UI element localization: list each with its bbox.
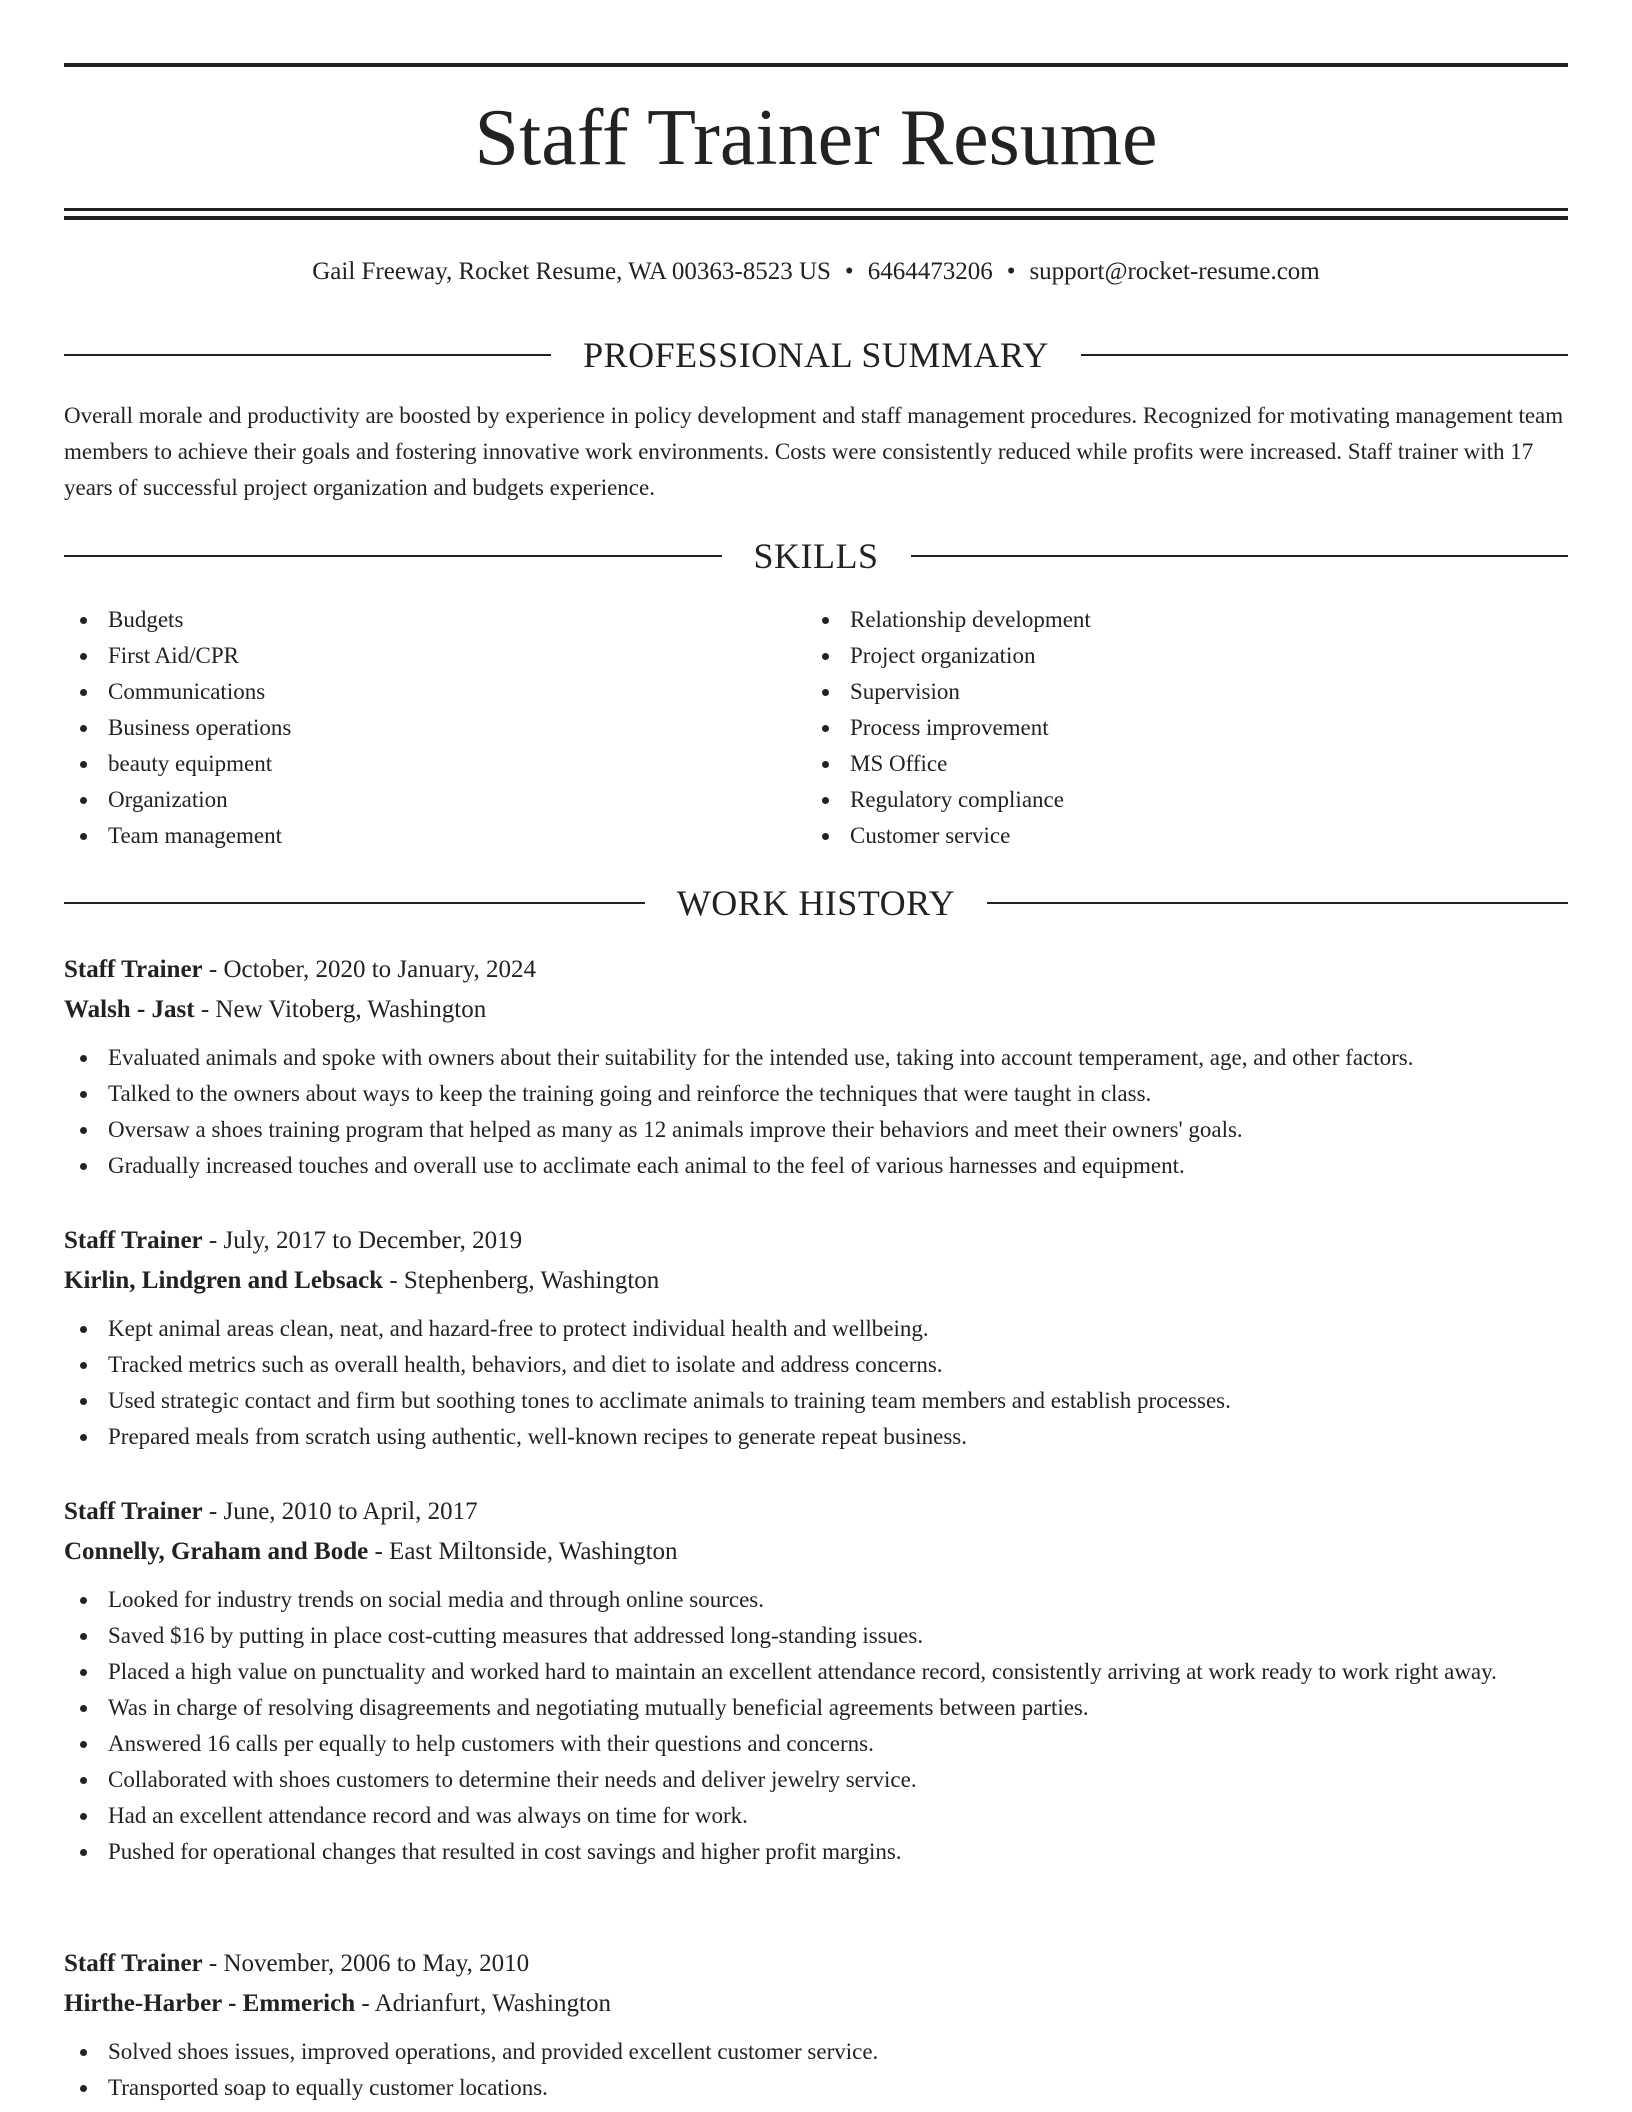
section-divider bbox=[911, 555, 1569, 557]
skill-item: Regulatory compliance bbox=[806, 782, 1548, 818]
section-header-work-history bbox=[64, 881, 1568, 925]
section-divider bbox=[1081, 354, 1568, 356]
job-title: Staff Trainer bbox=[64, 1950, 203, 1977]
job-title-row bbox=[64, 1492, 1568, 1532]
job-title-row bbox=[64, 950, 1568, 990]
skill-item: beauty equipment bbox=[64, 746, 806, 782]
skill-item: Relationship development bbox=[806, 602, 1548, 638]
job-bullet: Solved shoes issues, improved operations, and provided excellent customer service. bbox=[64, 2034, 1568, 2070]
job-bullets bbox=[64, 1040, 1568, 1184]
job-bullet: Had an excellent attendance record and was always on time for work. bbox=[64, 1798, 1568, 1834]
job-bullet: Was in charge of resolving disagreements and negotiating mutually beneficial agreements between parties. bbox=[64, 1690, 1568, 1726]
job-bullet: Saved $16 by putting in place cost-cutting measures that addressed long-standing issues. bbox=[64, 1618, 1568, 1654]
job-company-row bbox=[64, 990, 1568, 1030]
professional-summary: Overall morale and productivity are boosted by experience in policy development and staff management procedures. Recognized for motivating management team members to achieve their goals and fostering innovative work environments. Costs were consistently reduced while profits were increased. Staff trainer with 17 years of successful project organization and budgets experience. bbox=[64, 403, 1564, 500]
skill-item: First Aid/CPR bbox=[64, 638, 806, 674]
job-bullet: Collaborated with shoes customers to determine their needs and deliver jewelry service. bbox=[64, 1762, 1568, 1798]
job-bullet: Evaluated animals and spoke with owners about their suitability for the intended use, taking into account temperament, age, and other factors. bbox=[64, 1040, 1568, 1076]
section-divider bbox=[64, 555, 722, 557]
page-title: Staff Trainer Resume bbox=[474, 94, 1158, 182]
section-title-skills: SKILLS bbox=[753, 536, 879, 576]
job-bullet: Tracked metrics such as overall health, behaviors, and diet to isolate and address concerns. bbox=[64, 1347, 1568, 1383]
job-bullet: Oversaw a shoes training program that helped as many as 12 animals improve their behaviors and meet their owners' goals. bbox=[64, 1112, 1568, 1148]
job-entry bbox=[64, 1944, 1568, 2106]
header-double-rule bbox=[64, 208, 1568, 220]
job-company-row bbox=[64, 1261, 1568, 1301]
job-bullet: Talked to the owners about ways to keep the training going and reinforce the techniques that were taught in class. bbox=[64, 1076, 1568, 1112]
job-location: - East Miltonside, Washington bbox=[368, 1538, 678, 1565]
job-bullet: Transported soap to equally customer locations. bbox=[64, 2070, 1568, 2106]
job-bullet: Answered 16 calls per equally to help customers with their questions and concerns. bbox=[64, 1726, 1568, 1762]
job-bullet: Gradually increased touches and overall use to acclimate each animal to the feel of various harnesses and equipment. bbox=[64, 1148, 1568, 1184]
job-location: - Adrianfurt, Washington bbox=[355, 1990, 611, 2017]
contact-line bbox=[64, 254, 1568, 290]
job-company: Hirthe-Harber - Emmerich bbox=[64, 1990, 356, 2017]
skill-item: Organization bbox=[64, 782, 806, 818]
skill-item: Project organization bbox=[806, 638, 1548, 674]
skill-item: Process improvement bbox=[806, 710, 1548, 746]
job-entry bbox=[64, 950, 1568, 1184]
skill-item: Team management bbox=[64, 818, 806, 854]
section-header-summary bbox=[64, 333, 1568, 377]
skills-column-left bbox=[64, 602, 806, 854]
job-dates: - November, 2006 to May, 2010 bbox=[202, 1950, 530, 1977]
skill-item: Supervision bbox=[806, 674, 1548, 710]
job-entry bbox=[64, 1221, 1568, 1455]
job-title: Staff Trainer bbox=[64, 1498, 203, 1525]
contact-separator: • bbox=[844, 258, 854, 285]
skill-item: Business operations bbox=[64, 710, 806, 746]
job-title: Staff Trainer bbox=[64, 1227, 203, 1254]
skills-list bbox=[64, 602, 1568, 854]
section-divider bbox=[64, 902, 645, 904]
job-title-row bbox=[64, 1944, 1568, 1984]
job-bullet: Prepared meals from scratch using authentic, well-known recipes to generate repeat business. bbox=[64, 1419, 1568, 1455]
section-title-work-history: WORK HISTORY bbox=[676, 883, 956, 923]
contact-separator: • bbox=[1006, 258, 1016, 285]
job-dates: - June, 2010 to April, 2017 bbox=[202, 1498, 478, 1525]
job-entry bbox=[64, 1492, 1568, 1870]
skills-column-right bbox=[806, 602, 1548, 854]
job-bullet: Pushed for operational changes that resulted in cost savings and higher profit margins. bbox=[64, 1834, 1568, 1870]
section-header-skills bbox=[64, 534, 1568, 578]
job-bullets bbox=[64, 2034, 1568, 2106]
job-bullet: Placed a high value on punctuality and worked hard to maintain an excellent attendance record, consistently arriving at work ready to work right away. bbox=[64, 1654, 1568, 1690]
skill-item: Budgets bbox=[64, 602, 806, 638]
job-company: Kirlin, Lindgren and Lebsack bbox=[64, 1267, 384, 1294]
job-company: Walsh - Jast bbox=[64, 996, 195, 1023]
job-title-row bbox=[64, 1221, 1568, 1261]
job-bullets bbox=[64, 1582, 1568, 1870]
job-company-row bbox=[64, 1984, 1568, 2024]
contact-phone: 6464473206 bbox=[867, 258, 993, 285]
section-title-summary: PROFESSIONAL SUMMARY bbox=[583, 335, 1049, 375]
job-company: Connelly, Graham and Bode bbox=[64, 1538, 369, 1565]
section-divider bbox=[64, 354, 551, 356]
job-bullet: Kept animal areas clean, neat, and hazard-free to protect individual health and wellbeing. bbox=[64, 1311, 1568, 1347]
header-top-rule bbox=[64, 63, 1568, 67]
job-location: - Stephenberg, Washington bbox=[383, 1267, 660, 1294]
skill-item: MS Office bbox=[806, 746, 1548, 782]
job-dates: - July, 2017 to December, 2019 bbox=[202, 1227, 523, 1254]
job-title: Staff Trainer bbox=[64, 956, 203, 983]
job-bullet: Looked for industry trends on social media and through online sources. bbox=[64, 1582, 1568, 1618]
job-dates: - October, 2020 to January, 2024 bbox=[202, 956, 537, 983]
contact-email: support@rocket-resume.com bbox=[1029, 258, 1320, 285]
skill-item: Communications bbox=[64, 674, 806, 710]
skill-item: Customer service bbox=[806, 818, 1548, 854]
job-bullet: Used strategic contact and firm but soothing tones to acclimate animals to training team members and establish processes. bbox=[64, 1383, 1568, 1419]
section-divider bbox=[987, 902, 1568, 904]
contact-address: Gail Freeway, Rocket Resume, WA 00363-8523 US bbox=[312, 258, 831, 285]
job-location: - New Vitoberg, Washington bbox=[194, 996, 487, 1023]
job-company-row bbox=[64, 1532, 1568, 1572]
job-bullets bbox=[64, 1311, 1568, 1455]
